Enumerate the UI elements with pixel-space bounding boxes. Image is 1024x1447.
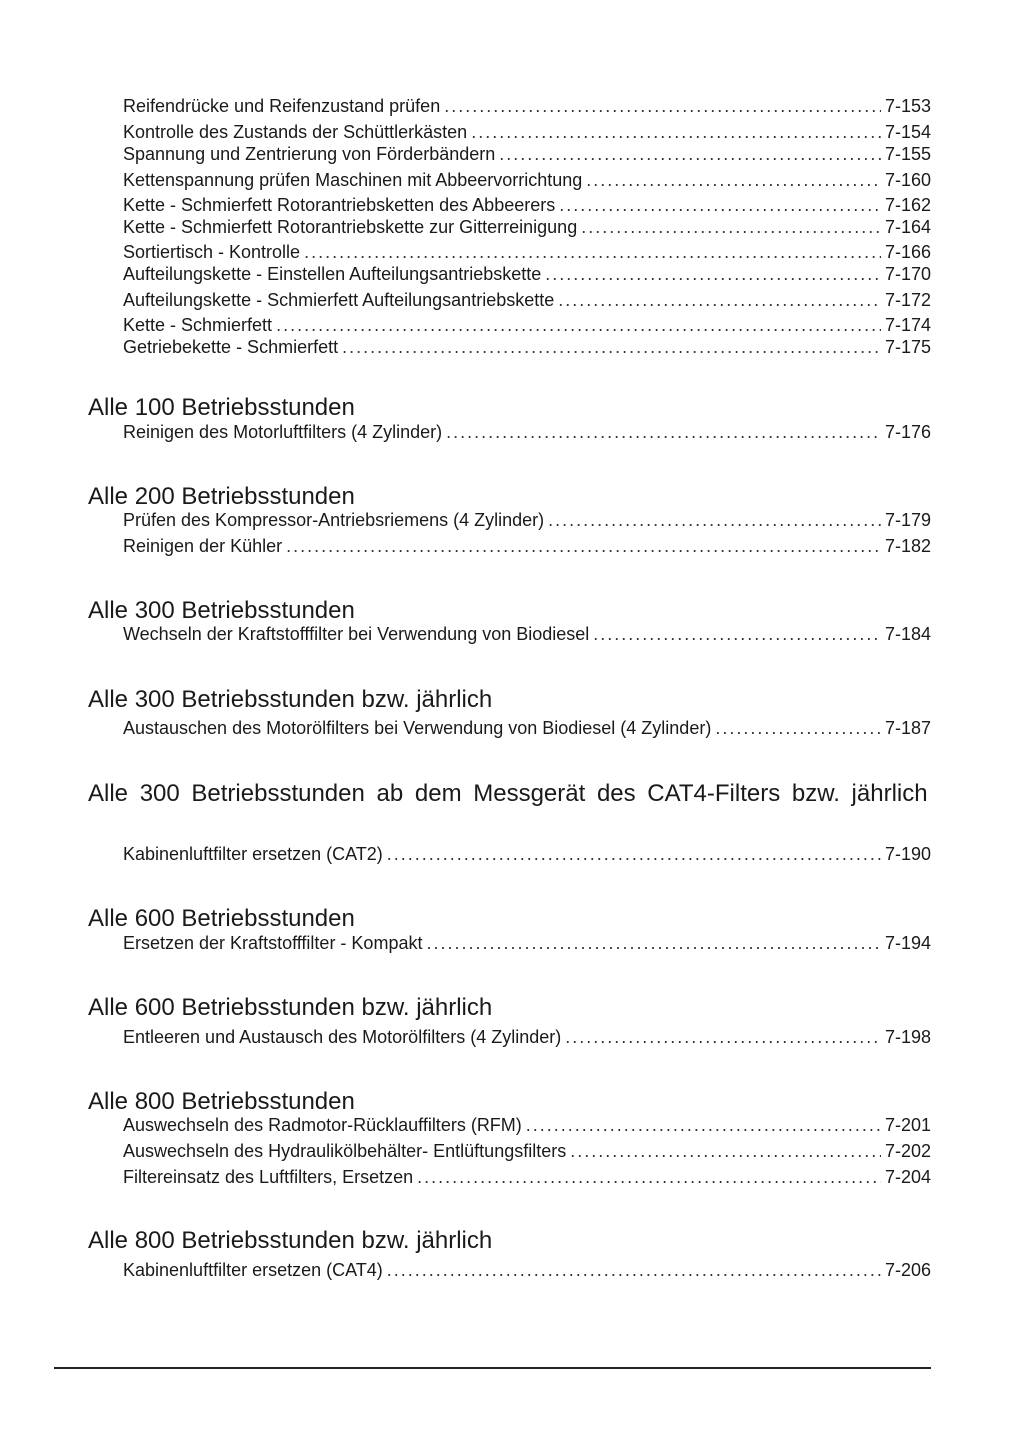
toc-entry-title: Auswechseln des Hydraulikölbehälter- Entlüftungsfilters [123,1141,567,1161]
footer-rule [54,1367,931,1369]
dot-leader [276,314,881,336]
dot-leader [417,1166,881,1188]
section-heading: Alle 200 Betriebsstunden [88,483,355,510]
toc-entry-page: 7-170 [884,264,931,284]
toc-entry-title: Kettenspannung prüfen Maschinen mit Abbeervorrichtung [123,170,583,190]
dot-leader [581,216,881,238]
dot-leader [565,1026,881,1048]
toc-entry [123,289,931,311]
dot-leader [304,241,881,263]
dot-leader [558,289,881,311]
toc-entry-title: Kette - Schmierfett Rotorantriebskette zur Gitterreinigung [123,217,578,237]
dot-leader [387,1259,881,1281]
toc-entry-title: Sortiertisch - Kontrolle [123,242,301,262]
toc-entry [123,932,931,954]
toc-entry [123,623,931,645]
toc-entry-title: Austauschen des Motorölfilters bei Verwendung von Biodiesel (4 Zylinder) [123,718,712,738]
toc-entry-page: 7-164 [884,217,931,237]
toc-entry-page: 7-155 [884,144,931,164]
section-heading: Alle 800 Betriebsstunden bzw. jährlich [88,1227,493,1254]
toc-entry [123,121,931,143]
toc-entry [123,314,931,336]
toc-entry-page: 7-184 [884,624,931,644]
toc-entry [123,241,931,263]
dot-leader [444,95,881,117]
toc-entry [123,843,931,865]
dot-leader [471,121,881,143]
toc-entry-title: Aufteilungskette - Schmierfett Aufteilungsantriebskette [123,290,555,310]
section-heading: Alle 600 Betriebsstunden bzw. jährlich [88,994,493,1021]
toc-entry-page: 7-194 [884,933,931,953]
toc-entry-title: Wechseln der Kraftstofffilter bei Verwendung von Biodiesel [123,624,590,644]
toc-entry-title: Spannung und Zentrierung von Förderbändern [123,144,496,164]
toc-entry-page: 7-166 [884,242,931,262]
toc-entry-title: Entleeren und Austausch des Motorölfilters (4 Zylinder) [123,1027,562,1047]
toc-entry [123,143,931,165]
toc-entry [123,336,931,358]
toc-entry [123,169,931,191]
toc-entry-page: 7-172 [884,290,931,310]
toc-entry-page: 7-179 [884,510,931,530]
toc-entry-title: Aufteilungskette - Einstellen Aufteilungsantriebskette [123,264,542,284]
toc-entry [123,194,931,216]
toc-entry-title: Reinigen des Motorluftfilters (4 Zylinder) [123,422,443,442]
toc-entry-title: Ersetzen der Kraftstofffilter - Kompakt [123,933,423,953]
toc-entry-title: Prüfen des Kompressor-Antriebsriemens (4 Zylinder) [123,510,545,530]
section-heading: Alle 100 Betriebsstunden [88,394,355,421]
toc-entry [123,421,931,443]
toc-entry-title: Kontrolle des Zustands der Schüttlerkästen [123,122,468,142]
toc-entry [123,1140,931,1162]
toc-entry-title: Getriebekette - Schmierfett [123,337,339,357]
toc-entry [123,509,931,531]
toc-entry-title: Kette - Schmierfett Rotorantriebsketten des Abbeerers [123,195,556,215]
section-heading: Alle 300 Betriebsstunden [88,597,355,624]
toc-entry-page: 7-202 [884,1141,931,1161]
toc-entry [123,1259,931,1281]
dot-leader [545,263,881,285]
toc-entry-page: 7-201 [884,1115,931,1135]
dot-leader [548,509,881,531]
toc-entry [123,1114,931,1136]
dot-leader [593,623,881,645]
dot-leader [342,336,881,358]
section-heading: Alle 800 Betriebsstunden [88,1088,355,1115]
toc-entry-title: Kette - Schmierfett [123,315,273,335]
toc-entry-title: Reinigen der Kühler [123,536,283,556]
toc-entry [123,1026,931,1048]
toc-entry-page: 7-154 [884,122,931,142]
toc-entry-page: 7-153 [884,96,931,116]
dot-leader [586,169,881,191]
toc-entry-page: 7-182 [884,536,931,556]
dot-leader [286,535,881,557]
dot-leader [559,194,881,216]
toc-entry-page: 7-174 [884,315,931,335]
toc-entry-title: Auswechseln des Radmotor-Rücklauffilters (RFM) [123,1115,522,1135]
dot-leader [570,1140,881,1162]
dot-leader [446,421,881,443]
section-heading: Alle 600 Betriebsstunden [88,905,355,932]
toc-entry-page: 7-204 [884,1167,931,1187]
dot-leader [499,143,881,165]
toc-entry-title: Kabinenluftfilter ersetzen (CAT4) [123,1260,383,1280]
toc-entry [123,263,931,285]
dot-leader [526,1114,881,1136]
dot-leader [426,932,880,954]
toc-entry-page: 7-162 [884,195,931,215]
toc-entry-page: 7-190 [884,844,931,864]
toc-entry-page: 7-160 [884,170,931,190]
toc-entry-title: Kabinenluftfilter ersetzen (CAT2) [123,844,383,864]
dot-leader [715,717,881,739]
dot-leader [387,843,881,865]
toc-entry [123,535,931,557]
toc-entry [123,216,931,238]
toc-entry-page: 7-206 [884,1260,931,1280]
toc-entry-page: 7-175 [884,337,931,357]
section-heading: Alle 300 Betriebsstunden ab dem Messgerät des CAT4-Filters bzw. jährlich [88,780,928,807]
toc-entry [123,1166,931,1188]
toc-entry-title: Reifendrücke und Reifenzustand prüfen [123,96,441,116]
section-heading: Alle 300 Betriebsstunden bzw. jährlich [88,686,493,713]
toc-entry [123,717,931,739]
toc-entry-page: 7-187 [884,718,931,738]
toc-entry [123,95,931,117]
toc-entry-page: 7-176 [884,422,931,442]
toc-entry-page: 7-198 [884,1027,931,1047]
toc-entry-title: Filtereinsatz des Luftfilters, Ersetzen [123,1167,414,1187]
